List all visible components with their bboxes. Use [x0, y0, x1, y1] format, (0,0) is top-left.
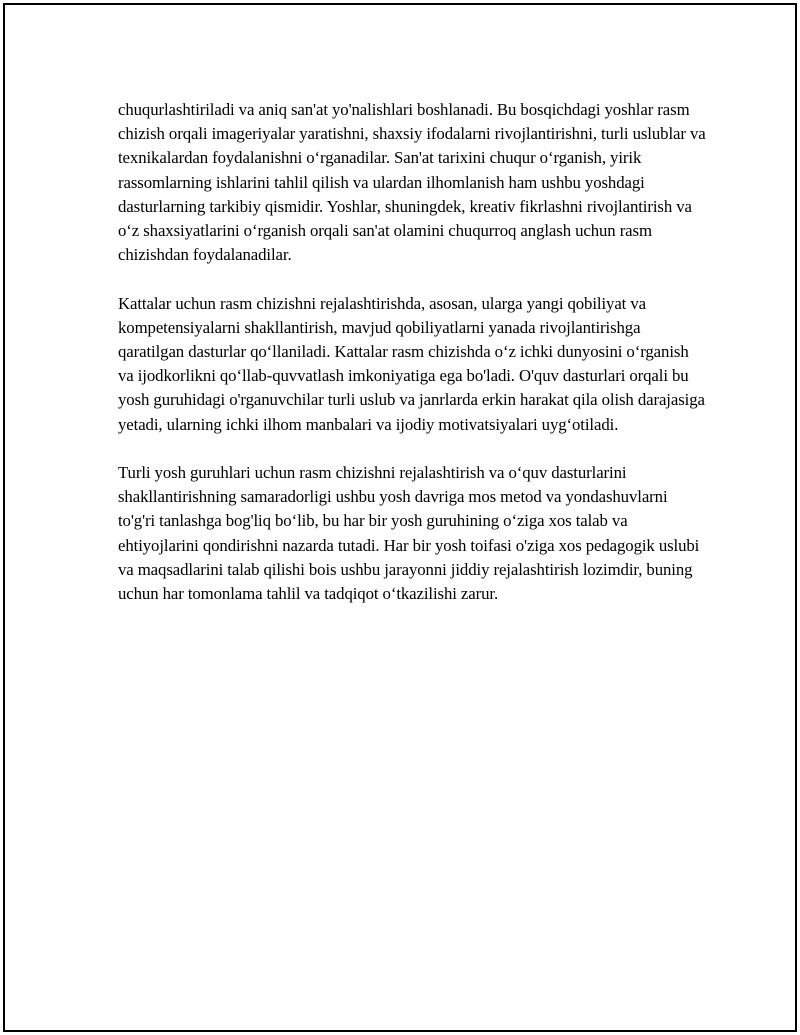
document-body [118, 98, 708, 630]
paragraph-2: Kattalar uchun rasm chizishni rejalashtirishda, asosan, ularga yangi qobiliyat va kompetensiyalarni shakllantirish, mavjud qobiliyatlarni yanada rivojlantirishga qaratilgan dasturlar qoʻllaniladi. Kattalar rasm chizishda oʻz ichki dunyosini oʻrganish va ijodkorlikni qoʻllab-quvvatlash imkoniyatiga ega bo'ladi. O'quv dasturlari orqali bu yosh guruhidagi o'rganuvchilar turli uslub va janrlarda erkin harakat qila olish darajasiga yetadi, ularning ichki ilhom manbalari va ijodiy motivatsiyalari uygʻotiladi. [118, 293, 705, 434]
document-page [3, 3, 797, 1032]
paragraph-1: chuqurlashtiriladi va aniq san'at yo'nalishlari boshlanadi. Bu bosqichdagi yoshlar rasm chizish orqali imageriyalar yaratishni, shaxsiy ifodalarni rivojlantirishni, turli uslublar va texnikalardan foydalanishni oʻrganadilar. San'at tarixini chuqur oʻrganish, yirik rassomlarning ishlarini tahlil qilish va ulardan ilhomlanish ham ushbu yoshdagi dasturlarning tarkibiy qismidir. Yoshlar, shuningdek, kreativ fikrlashni rivojlantirish va oʻz shaxsiyatlarini oʻrganish orqali san'at olamini chuqurroq anglash uchun rasm chizishdan foydalanadilar. [118, 100, 706, 265]
paragraph-3: Turli yosh guruhlari uchun rasm chizishni rejalashtirish va oʻquv dasturlarini shakllantirishning samaradorligi ushbu yosh davriga mos metod va yondashuvlarni to'g'ri tanlashga bog'liq boʻlib, bu har bir yosh guruhining oʻziga xos talab va ehtiyojlarini qondirishni nazarda tutadi. Har bir yosh toifasi o'ziga xos pedagogik uslubi va maqsadlarini talab qilishi bois ushbu jarayonni jiddiy rejalashtirish lozimdir, buning uchun har tomonlama tahlil va tadqiqot oʻtkazilishi zarur. [118, 463, 700, 604]
